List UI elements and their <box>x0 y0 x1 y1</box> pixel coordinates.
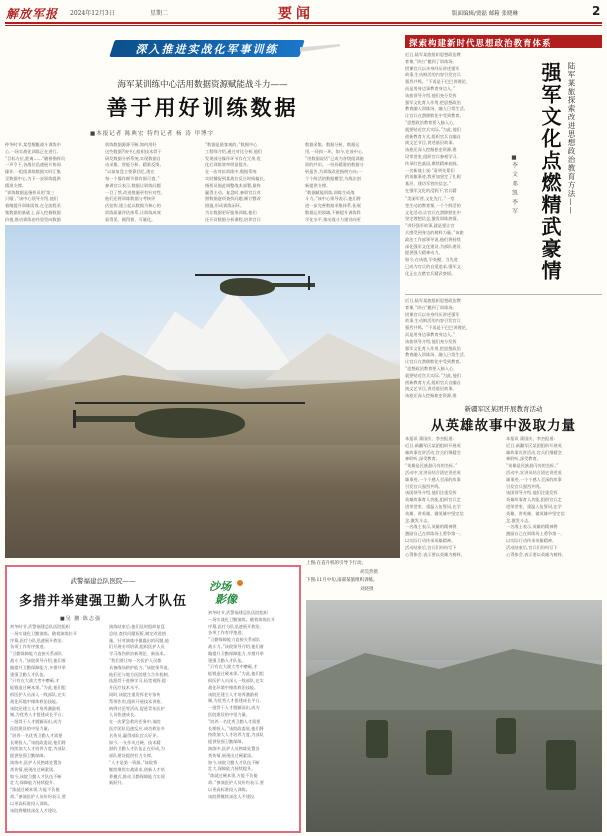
text-line: 持续加大人才培养力度,为部队 <box>208 732 264 738</box>
text-line: 初冬时节,武警福建总队医院组织 <box>10 624 70 629</box>
header-rule-thin <box>5 25 602 26</box>
text-line: 传承红色基因,赓续精神血脉。 <box>405 160 461 166</box>
text-line: 学化水平,推动战斗力建设向更 <box>305 216 361 222</box>
mid-story-headline: 从英雄故事中汲取力量 <box>431 418 576 434</box>
text-line: 长期投入。”该院政委说,他们将 <box>10 739 66 745</box>
text-line: 序幕,医疗分队迅速展开救治, <box>208 623 261 629</box>
text-line: 强烈共鸣。“不再是干巴巴讲理论, <box>405 325 468 331</box>
text-line: 一名战士表示,英雄的精神将 <box>405 524 457 530</box>
text-line: 激励自己在训练场上勇争第一, <box>405 531 461 537</box>
text-line: 养模式,推动卫勤保障能力实现 <box>109 773 165 779</box>
text-line: 持续加大人才培养力度,为部队 <box>10 746 66 752</box>
boxed-story-column-1 <box>10 624 105 829</box>
photo-section-logo <box>209 578 249 604</box>
misty-sky <box>306 600 602 660</box>
text-line: 初冬时节,武警福建总队医院组织 <box>208 610 268 615</box>
text-line: 近日,新疆军区某团组织开展英 <box>405 442 461 448</box>
text-line: 强军文化育人作用,把思想政治 <box>405 99 461 105</box>
text-line: 心得体会,表示要以英雄为榜样, <box>506 551 564 557</box>
text-line: 们开展专项培训,组织医护人员 <box>109 644 165 650</box>
text-line: 英雄故事育人功能,组织官兵走 <box>405 497 461 503</box>
right-column-kicker: 陆军某旅探索改进思想政治教育方法—— <box>567 62 576 215</box>
right-column-byline: ■李 文 邓 凯 李 军 <box>511 155 517 215</box>
text-line: “卫勤保障能力直接关系部队 <box>10 651 63 657</box>
text-line: 战化环境中锤炼救治技能。 <box>10 698 61 704</box>
text-line: 用,一环扣一环。如今,在该中心, <box>305 148 364 154</box>
page-number: 2 <box>592 4 601 18</box>
text-line: 该旅领导介绍,他们充分发挥 <box>405 92 457 98</box>
text-line: 能锻造过硬本领。”为此,他们组 <box>10 685 66 691</box>
text-line: 新提供支撑。 <box>305 182 331 188</box>
text-line: “练就过硬本领,方能不负使 <box>10 787 60 793</box>
text-line: “数据赋能训练,训练生成战 <box>305 189 355 195</box>
column-banner-text: 深入推进实战化军事训练 <box>135 43 279 56</box>
text-line: 深化强军文化建设,为部队建设 <box>405 243 461 249</box>
text-line: 英雄、讲英雄、做英雄中坚定信 <box>506 510 565 516</box>
text-line: “我们要让每一名医护人员都 <box>109 657 162 663</box>
divider <box>405 294 602 295</box>
text-line: 建强卫勤人才队伍。 <box>208 657 246 663</box>
text-line: 设荣誉室,组织官兵参观学习, <box>405 153 458 159</box>
text-line: 本报讯 蒲国庆、李杰报道: <box>405 436 454 441</box>
text-line: 创新教育方式,组织官兵自编自 <box>405 133 461 139</box>
text-line: 演文艺节目,讲述基层故事。 <box>405 386 457 392</box>
text-line: 如今,一支作风过硬、技术精 <box>109 739 161 745</box>
text-line: 雄事迹,一个个感人至深的故事 <box>506 476 562 482</box>
masthead-weekday: 星期二 <box>150 10 169 17</box>
text-line: 该院将继续深化人才建设, <box>10 807 58 813</box>
right-column-header: 探索构建新时代思想政治教育体系 <box>409 39 552 49</box>
text-line: 英雄、讲英雄、做英雄中坚定信 <box>405 510 464 516</box>
text-line: 强烈共鸣。“不再是干巴巴讲理论, <box>405 79 468 85</box>
masthead-logo: 解放军报 <box>6 7 59 21</box>
text-line: 选派骨干进修学习,拓宽视野,提 <box>109 678 167 684</box>
text-line: 以更高标准投入训练。 <box>208 786 250 792</box>
mountain-ridge-right <box>265 325 400 380</box>
text-line: 医院建设的中坚力量。 <box>208 711 250 717</box>
text-line: “思想政治教育要入脑入心, <box>405 365 455 371</box>
text-line: 织医护人员深入一线部队,在实 <box>208 677 264 683</box>
text-line: 雄故事宣讲活动,官兵们聚精会 <box>506 449 562 455</box>
text-line: 近日,陆军某旅组织思想政治教 <box>405 298 461 303</box>
text-line: 已成为官兵的自觉追求,强军文 <box>405 263 461 269</box>
text-line: 命。”参演医护人员纷纷表示,要 <box>10 793 66 799</box>
text-line: 如今,在该旅,学英模、当先进 <box>405 257 458 263</box>
text-line: 授课官兵以亲身经历讲述强军 <box>405 311 460 317</box>
text-line: 实时捕捉到某战位反应时间偏长, <box>205 175 265 181</box>
text-line: 活动结束后,官兵们纷纷写下 <box>405 544 457 550</box>
text-line: “英雄是民族最闪亮的坐标。” <box>506 463 559 469</box>
text-line: 让官兵在潜移默化中受到教育。 <box>405 113 464 119</box>
text-line: 斗力。”该中心领导表示,他们将 <box>305 196 361 202</box>
text-line: 眼提升卫勤保障能力,多措并举 <box>10 664 66 670</box>
text-line: 这些数据?该中心组织技术骨干 <box>105 148 162 154</box>
text-line: 在一次紧急救治任务中,该院 <box>109 719 161 725</box>
boxed-story-byline: ■吴 鹏 陈志强 <box>60 616 101 622</box>
text-line: “目标方位,距离……”随着指挥员 <box>5 155 66 161</box>
text-line: 看得见、摸得着、可量化。 <box>105 216 156 222</box>
text-line: 个个鲜活的数据模型,为战法创 <box>305 175 361 181</box>
text-line: 训练数据源源不断,如何用好 <box>105 142 157 147</box>
text-line: 创新教育方式,组织官兵自编自 <box>405 379 461 385</box>
text-line: 数据采集、数据分析、数据运 <box>305 142 360 147</box>
right-column-body <box>405 52 505 194</box>
photo-section-logo-line2: 影像 <box>215 593 237 606</box>
text-line: 育课,“讲台”搬到了训练场。 <box>405 58 457 64</box>
text-line: 析报告,为训练改进指明方向;一 <box>305 169 363 175</box>
text-line: 该团领导介绍,他们注重发挥 <box>405 490 457 496</box>
text-line: 具备战场救护能力。”该院领导说, <box>109 664 170 670</box>
banner-wing-decoration <box>300 44 340 52</box>
mid-story-column-1 <box>405 436 500 558</box>
text-line: 在一次对抗训练中,数据系统 <box>205 169 257 175</box>
text-line: 以实际行动传承英雄精神。 <box>506 537 557 543</box>
text-line: 只眼’。”该中心领导介绍,他们 <box>5 196 58 202</box>
text-line: 神聆听,深受教育。 <box>405 456 440 462</box>
text-line: “只有在大战大考中磨砺,才 <box>10 678 60 684</box>
text-line: 一声令下,各战位迅速展开协同 <box>5 162 61 168</box>
boxed-story-column-3 <box>208 610 298 829</box>
text-line: 至数据中心,为下一步训练提供 <box>5 175 61 181</box>
text-line: 壮大,保障能力持续提升。 <box>208 766 256 772</box>
text-line: 进荣誉室、重温入伍誓词,在学 <box>506 503 562 509</box>
header-rule <box>5 22 602 24</box>
text-line: 兵感受到身边的榜样力量。”该旅 <box>405 229 464 235</box>
text-line: 序幕,医疗分队迅速展开救治, <box>10 637 63 643</box>
text-line: 堂生动的教育课,一个个鲜活的 <box>405 202 461 208</box>
text-line: 战斗力。”该院领导介绍,他们着 <box>10 657 66 663</box>
text-line: 化后训练效率明显提升。 <box>205 162 252 168</box>
text-line: “用数据说话”已成为各级组训施 <box>305 155 364 161</box>
text-line: 如今,该院卫勤人才队伍不断 <box>10 773 62 779</box>
text-line: 长期投入。”该院政委说,他们将 <box>208 725 264 731</box>
right-column-headline: 强军文化点燃精武豪情 <box>538 62 562 282</box>
text-line: 该院还建立人才培养激励机 <box>10 705 61 711</box>
text-line: 动采集、智能分析、精准反馈。 <box>105 162 164 168</box>
text-line: 激励自己在训练场上勇争第一, <box>506 531 562 537</box>
section-title: 要闻 <box>278 6 314 22</box>
text-line: 一批骨干人才脱颖而出,成为 <box>208 705 260 711</box>
text-line: 以实际行动传承英雄精神。 <box>405 537 456 543</box>
text-line: 每一个操作细节都有据可查。” <box>105 175 160 181</box>
text-line: 本报讯 蒲国庆、李杰报道: <box>506 436 555 441</box>
text-line: 该旅还深入挖掘旅史资源,建 <box>405 393 457 398</box>
text-line: 就要贴近官兵实际。”为此,他们 <box>405 126 461 132</box>
photo-section-logo-line1: 沙场 <box>209 580 231 593</box>
helicopter-photo <box>5 225 400 558</box>
text-line: “训练数据是指挥员的‘第三 <box>5 189 55 195</box>
text-line: 施。针对演练中暴露出的问题,他 <box>109 637 169 643</box>
text-line: 活动中,宣讲员结合团史讲述英 <box>405 469 461 475</box>
editor-info: 版面编辑/贾磊 邮箱 张晓琳 <box>452 11 518 17</box>
text-line: 训的共识。一份份精准的数据分 <box>305 162 364 168</box>
photo-credit-2: 刘晓摄 <box>360 587 374 592</box>
text-line: 授课官兵以亲身经历讲述强军 <box>405 65 460 71</box>
text-line: 制,为优秀人才搭建成长平台, <box>208 698 261 704</box>
text-line: 引发官兵强烈共鸣。 <box>405 483 443 489</box>
text-line: 活动结束后,官兵们纷纷写下 <box>506 544 558 550</box>
text-line: 教育融入训练场、融入日常生活, <box>405 352 465 358</box>
text-line: 医疗团队迅速反应,成功救治多 <box>109 725 165 731</box>
text-line: 心,一场实战化训练正在进行。 <box>5 148 61 154</box>
text-line: 集数据的基础上,深入挖掘数据 <box>5 209 61 215</box>
text-line: 一批骨干人才脱颖而出,成为 <box>10 719 62 725</box>
soldier-3 <box>496 718 516 754</box>
text-line: 就要贴近官兵实际。”为此,他们 <box>405 372 461 378</box>
text-line: 一场实战化卫勤演练。随着演练拉开 <box>208 616 276 622</box>
text-line: 演练中,医护人员熟练处置各 <box>10 759 62 765</box>
text-line: 着眼提升训练质效,在全流程采 <box>5 203 61 209</box>
text-line: 强军文化育人作用,把思想政治 <box>405 345 461 351</box>
text-line: 的英雄事迹,我更加坚定了扎根 <box>405 174 461 180</box>
text-line: 而是用身边事教育身边人。” <box>405 85 456 91</box>
text-line: 雄故事宣讲活动,官兵们聚精会 <box>405 449 461 455</box>
text-line: 念,激发斗志。 <box>405 517 432 523</box>
lead-column-3 <box>205 142 299 224</box>
text-line: “数据是最客观的。”数据中心 <box>205 142 258 147</box>
text-line: 为让数据更好服务训练,他们 <box>205 209 257 215</box>
text-line: 人员快速成长。 <box>109 712 139 718</box>
text-line: 操作,一组组训练数据实时汇集 <box>5 169 61 175</box>
text-line: “练就过硬本领,方能不负使 <box>208 773 258 779</box>
text-line: 精准支撑。 <box>5 182 26 188</box>
lead-column-4 <box>305 142 400 224</box>
text-line: “卫勤保障能力直接关系部队 <box>208 637 261 643</box>
text-line: “培养一名优秀卫勤人才需要 <box>208 718 261 724</box>
text-line: 类伤情,展现出过硬素质。 <box>10 766 58 772</box>
photo-caption-1: 上图:在直升机的引导下行动。 <box>306 561 367 566</box>
text-line: 近日,新疆军区某团组织开展英 <box>506 442 562 448</box>
text-line: 该团领导介绍,他们注重发挥 <box>506 490 558 496</box>
text-line: 名伤员,赢得部队官兵好评。 <box>109 732 161 738</box>
text-line: 各项工作有序推进。 <box>208 630 246 636</box>
text-line: 活动中,宣讲员结合团史讲述英 <box>506 469 562 475</box>
text-line: 眼提升卫勤保障能力,多措并举 <box>208 650 264 656</box>
lead-column-2 <box>105 142 199 224</box>
boxed-story-headline: 多措并举建强卫勤人才队伍 <box>18 594 187 609</box>
text-line: 化正在点燃官兵精武豪情。 <box>405 270 456 276</box>
text-line: 该院将继续深化人才建设, <box>208 793 256 799</box>
text-line: 育课,“讲台”搬到了训练场。 <box>405 304 457 310</box>
text-line: 照数据逐项查找问题,制订整改 <box>205 196 261 202</box>
text-line: 该院还建立人才培养激励机 <box>208 691 259 697</box>
text-line: 湛的卫勤人才队伍正在形成,为 <box>109 746 165 752</box>
text-line: 赢得主动。复盘时,参训官兵对 <box>205 189 261 195</box>
text-line: 升医疗技术水平。 <box>109 685 143 691</box>
boxed-story-column-2 <box>109 624 204 829</box>
right-column-continued <box>405 298 602 398</box>
text-line: 坚定理想信念,激发训练热情。 <box>405 216 461 222</box>
text-line: 病例讨论等活动,促进青年医护 <box>109 705 165 711</box>
soldier-4 <box>546 740 576 790</box>
text-line: 战斗力。”该院领导介绍,他们着 <box>208 643 264 649</box>
text-line: 在强军文化的浸润下,官兵精 <box>405 187 457 193</box>
text-line: 参训官兵表示,数据让训练问题 <box>105 182 161 188</box>
text-line: 而是用身边事教育身边人。” <box>405 331 456 337</box>
text-line: 制,为优秀人才搭建成长平台, <box>10 712 63 718</box>
training-photo <box>306 600 602 832</box>
text-line: “以前复盘主要靠回忆,现在 <box>105 169 155 175</box>
text-line: 工程师介绍,通过对比分析,他们 <box>205 148 263 154</box>
text-line: 故事,生动鲜活的内容引发官兵 <box>405 318 461 324</box>
text-line: 提供强大精神动力。 <box>405 250 443 256</box>
text-line: 新跃升。 <box>109 780 126 786</box>
text-line: 建强卫勤人才队伍。 <box>10 671 48 677</box>
soldier-2 <box>426 730 452 775</box>
text-line: 还开设数据分析课程,培养官兵 <box>205 216 261 222</box>
text-line: 如今,该院卫勤人才队伍不断 <box>208 759 260 765</box>
text-line: 类伤情,展现出过硬素质。 <box>208 752 256 758</box>
logo-dot-icon <box>237 580 243 586</box>
text-line: 同时,该院注重发挥老专家传 <box>109 691 161 697</box>
text-line: 让官兵在潜移默化中受到教育。 <box>405 359 464 365</box>
text-line: 演练结束后,他们及时组织复盘 <box>109 624 165 629</box>
text-line: “只有在大战大考中磨砺,才 <box>208 664 258 670</box>
text-line: “人才是第一资源。”该院将 <box>109 759 158 765</box>
text-line: 演练中,医护人员熟练处置各 <box>208 745 260 751</box>
snow-mountain <box>135 280 295 370</box>
text-line: “思想政治教育要入脑入心, <box>405 119 455 125</box>
text-line: 医院建设的中坚力量。 <box>10 725 52 731</box>
lead-byline: ■本报记者 陈典宏 特约记者 杨 涛 甲博宇 <box>90 131 214 137</box>
text-line: 进一步完善数据采集体系,拓展 <box>305 203 361 209</box>
text-line: 措施,形成训练闭环。 <box>205 203 245 209</box>
text-line: “英雄是民族最闪亮的坐标。” <box>405 463 458 469</box>
text-line: 提供坚强卫勤保障。 <box>208 739 246 745</box>
text-line: 他们还与地方医院建立合作机制, <box>109 671 169 677</box>
text-line: 文化活动,让官兵在潜移默化中 <box>405 209 461 215</box>
text-line: 部队建设提供有力支撑。 <box>109 753 156 759</box>
text-line: “培养一名优秀卫勤人才需要 <box>10 732 63 738</box>
text-line: 数据运用领域,不断提升训练科 <box>305 209 361 215</box>
text-line: 估挂钩,建立起以数据为核心的 <box>105 203 161 209</box>
text-line: 壮大,保障能力持续提升。 <box>10 780 58 786</box>
text-line: 学习战伤救治新理论、新技术。 <box>109 651 168 657</box>
text-line: 进荣誉室、重温入伍誓词,在学 <box>405 503 461 509</box>
text-line: 总结,查找问题短板,制定改进措 <box>109 630 167 636</box>
text-line: 命。”参演医护人员纷纷表示,要 <box>208 779 264 785</box>
photo-caption-2: 下图:11月中旬,南部某旅组织训练。 <box>306 578 378 583</box>
text-line: 帮带作用,组织开展技术讲座、 <box>109 698 165 704</box>
text-line: 织医护人员深入一线部队,在实 <box>10 691 66 697</box>
text-line: 一名新战士说:“看到先辈们 <box>405 167 455 173</box>
mid-story-column-2 <box>506 436 602 558</box>
text-line: 各项工作有序推进。 <box>10 644 48 650</box>
text-line: 他们还将训练数据与考核评 <box>105 196 156 202</box>
text-line: 教育融入训练场、融入日常生活, <box>405 106 465 112</box>
text-line: 训练质量评估体系,让训练成效 <box>105 209 161 215</box>
right-column-lower-body <box>405 196 602 291</box>
text-line: 基层、建功军营的信念。” <box>405 181 452 187</box>
text-line: 价值,推动训练由经验型向数据 <box>5 216 61 222</box>
text-line: 演文艺节目,讲述基层故事。 <box>405 140 457 146</box>
text-line: “美丽军营,文化先行。”一堂 <box>405 196 455 201</box>
text-line: 能锻造过硬本领。”为此,他们组 <box>208 671 264 677</box>
text-line: “讲好强军故事,就是要让官 <box>405 223 455 229</box>
text-line: 政治工作部领导说,他们将持续 <box>405 236 461 242</box>
text-line: 一目了然,改进措施更有针对性。 <box>105 189 165 195</box>
text-line: 一名战士表示,英雄的精神将 <box>506 524 558 530</box>
text-line: 战化环境中锤炼救治技能。 <box>208 684 259 690</box>
lead-headline: 善于用好训练数据 <box>106 95 299 120</box>
text-line: 心得体会,表示要以英雄为榜样, <box>405 551 463 557</box>
boxed-story-kicker: 武警福建总队医院—— <box>70 577 136 585</box>
text-line: 英雄故事育人功能,组织官兵走 <box>506 497 562 503</box>
text-line: 引发官兵强烈共鸣。 <box>506 483 544 489</box>
text-line: 该旅还深入挖掘旅史资源,建 <box>405 147 457 153</box>
text-line: 念,激发斗志。 <box>506 517 533 523</box>
soldier-1 <box>366 720 388 758</box>
text-line: 一场实战化卫勤演练。随着演练拉开 <box>10 630 78 636</box>
text-line: 指挥员据此调整战术部署,最终 <box>205 182 261 188</box>
photo-credit-1: 胡昊然摄 <box>360 570 378 575</box>
text-line: 故事,生动鲜活的内容引发官兵 <box>405 72 461 78</box>
text-line: 近日,陆军某旅组织思想政治教 <box>405 52 461 57</box>
lead-column-1 <box>5 142 99 224</box>
text-line: 雄事迹,一个个感人至深的故事 <box>405 476 461 482</box>
text-line: 研发数据分析系统,实现数据自 <box>105 155 161 161</box>
text-line: 神聆听,深受教育。 <box>506 456 541 462</box>
text-line: 提供坚强卫勤保障。 <box>10 753 48 759</box>
text-line: 仲冬时节,某型舰艇战斗训练中 <box>5 142 61 147</box>
text-line: 继续聚焦实战需求,创新人才培 <box>109 766 165 772</box>
lead-kicker: 海军某训练中心活用数据资源赋能战斗力—— <box>117 80 288 90</box>
text-line: 发现部分操作环节存在冗余,优 <box>205 155 261 161</box>
text-line: 以更高标准投入训练。 <box>10 800 52 806</box>
masthead-date: 2024年12月3日 <box>70 10 115 17</box>
mid-story-kicker: 新疆军区某团开展教育活动 <box>464 405 543 413</box>
text-line: 该旅领导介绍,他们充分发挥 <box>405 338 457 344</box>
